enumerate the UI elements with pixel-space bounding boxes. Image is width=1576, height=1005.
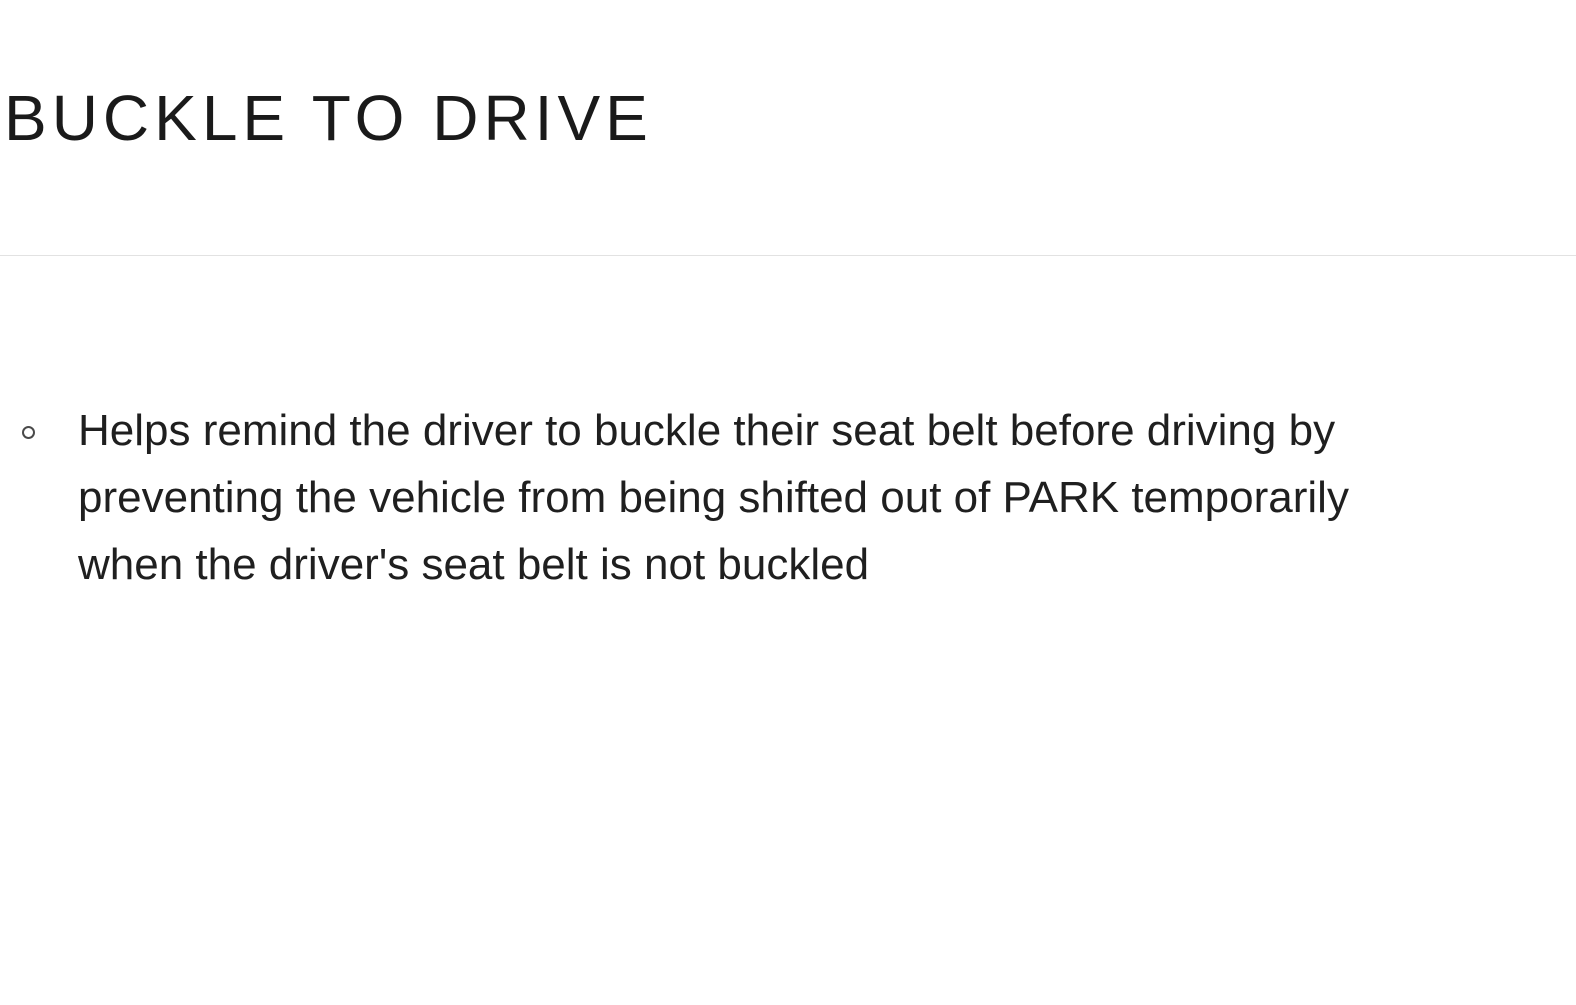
list-item [0, 398, 1408, 599]
page-title: BUCKLE TO DRIVE [4, 81, 653, 154]
bullet-list [0, 398, 1500, 599]
hollow-circle-bullet-icon [22, 426, 35, 439]
slide-body [0, 398, 1500, 599]
header-divider [0, 255, 1576, 256]
slide-page [0, 43, 1576, 1005]
list-item-text: Helps remind the driver to buckle their seat belt before driving by preventing the vehicle from being shifted out of PARK temporarily when the driver's seat belt is not buckled [78, 405, 1349, 589]
